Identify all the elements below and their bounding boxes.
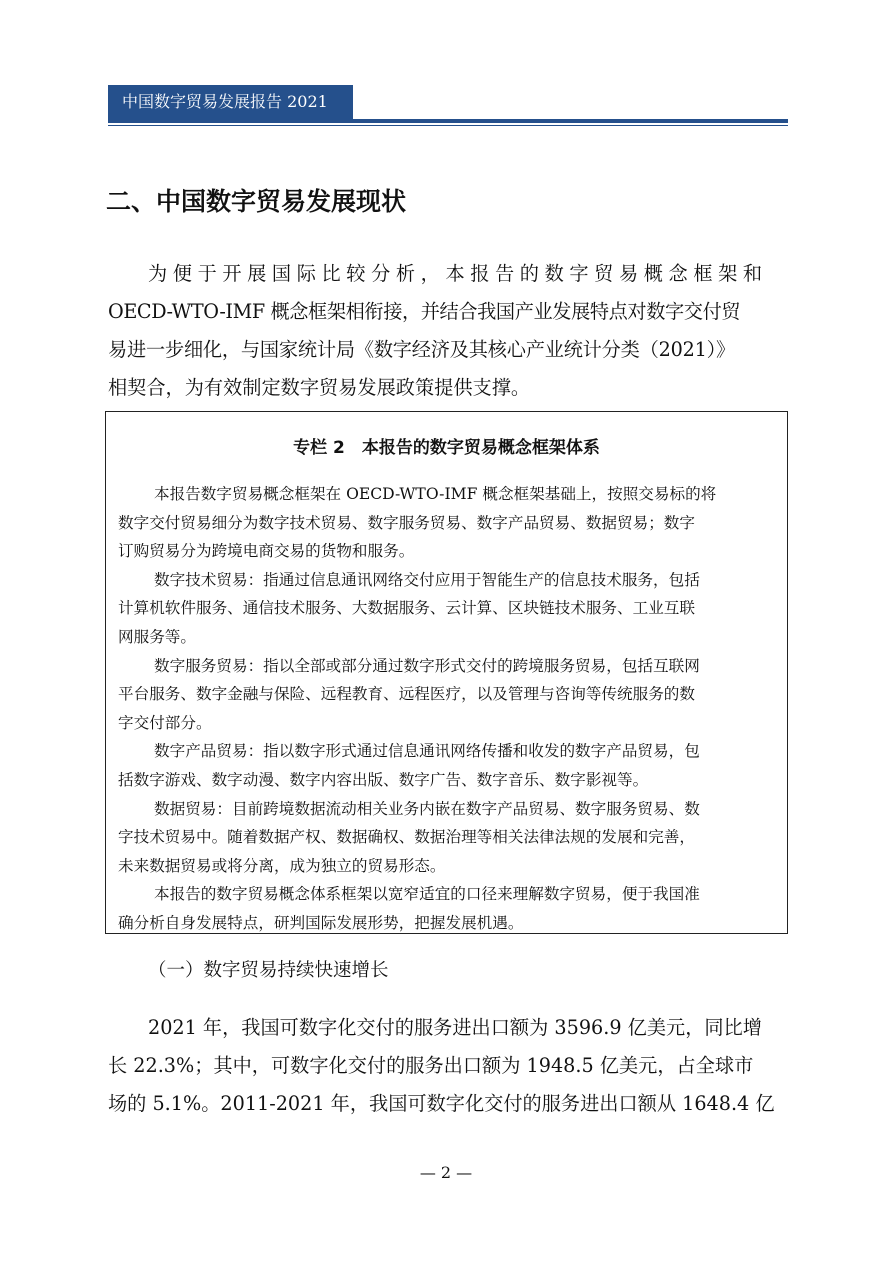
box-line: 数字服务贸易：指以全部或部分通过数字形式交付的跨境服务贸易，包括互联网	[154, 656, 700, 675]
body-paragraph	[108, 1009, 790, 1123]
box-line: 数字交付贸易细分为数字技术贸易、数字服务贸易、数字产品贸易、数据贸易；数字	[118, 513, 695, 532]
section-title: 二、中国数字贸易发展现状	[106, 187, 407, 216]
column-box	[105, 411, 788, 934]
column-box-title: 专栏 2 本报告的数字贸易概念框架体系	[293, 438, 600, 458]
header-rule-thin	[108, 125, 788, 126]
report-header-title: 中国数字贸易发展报告 2021	[108, 85, 353, 119]
page-number: — 2 —	[419, 1163, 473, 1182]
body-line: 场的 5.1%。2011-2021 年，我国可数字化交付的服务进出口额从 1648.4 亿	[108, 1092, 775, 1115]
box-line: 订购贸易分为跨境电商交易的货物和服务。	[118, 542, 415, 561]
intro-paragraph	[108, 255, 790, 407]
box-line: 本报告数字贸易概念框架在 OECD-WTO-IMF 概念框架基础上，按照交易标的将	[154, 485, 717, 503]
body-line: 2021 年，我国可数字化交付的服务进出口额为 3596.9 亿美元，同比增	[148, 1016, 762, 1039]
body-line: 长 22.3%；其中，可数字化交付的服务出口额为 1948.5 亿美元，占全球市	[108, 1054, 754, 1077]
subsection-title: （一）数字贸易持续快速增长	[148, 960, 389, 981]
column-box-body	[118, 480, 777, 938]
header-rule-thick	[108, 119, 788, 123]
intro-line: 相契合，为有效制定数字贸易发展政策提供支撑。	[108, 376, 531, 399]
box-line: 数字产品贸易：指以数字形式通过信息通讯网络传播和收发的数字产品贸易，包	[154, 742, 700, 761]
box-line: 数据贸易：目前跨境数据流动相关业务内嵌在数字产品贸易、数字服务贸易、数	[154, 799, 700, 818]
box-line: 计算机软件服务、通信技术服务、大数据服务、云计算、区块链技术服务、工业互联	[118, 599, 695, 618]
box-line: 字技术贸易中。随着数据产权、数据确权、数据治理等相关法律法规的发展和完善，	[118, 828, 695, 847]
box-line: 数字技术贸易：指通过信息通讯网络交付应用于智能生产的信息技术服务，包括	[154, 570, 700, 589]
box-line: 本报告的数字贸易概念体系框架以宽窄适宜的口径来理解数字贸易，便于我国准	[154, 885, 700, 904]
box-line: 未来数据贸易或将分离，成为独立的贸易形态。	[118, 856, 446, 875]
intro-line: 为便于开展国际比较分析，本报告的数字贸易概念框架和	[148, 262, 768, 285]
intro-line: OECD-WTO-IMF 概念框架相衔接，并结合我国产业发展特点对数字交付贸	[108, 300, 741, 323]
box-line: 字交付部分。	[118, 713, 212, 732]
box-line: 确分析自身发展特点，研判国际发展形势，把握发展机遇。	[118, 913, 524, 932]
intro-line: 易进一步细化，与国家统计局《数字经济及其核心产业统计分类（2021）》	[108, 338, 736, 361]
box-line: 网服务等。	[118, 627, 196, 646]
box-line: 括数字游戏、数字动漫、数字内容出版、数字广告、数字音乐、数字影视等。	[118, 770, 649, 789]
box-line: 平台服务、数字金融与保险、远程教育、远程医疗，以及管理与咨询等传统服务的数	[118, 685, 695, 704]
